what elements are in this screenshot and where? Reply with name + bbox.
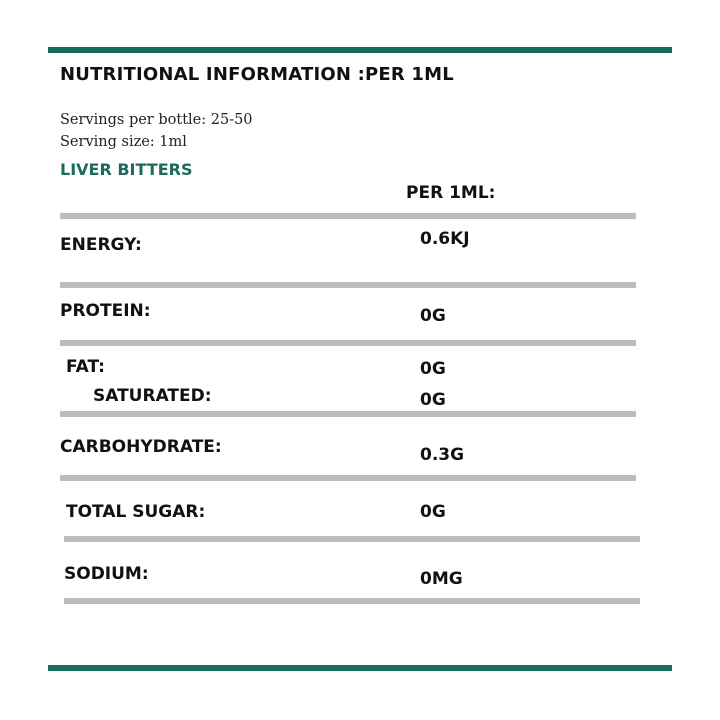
- column-header-per-1ml: PER 1ML:: [406, 183, 496, 203]
- top-accent-rule: [48, 47, 672, 53]
- protein-value: 0G: [420, 306, 446, 326]
- row-separator: [60, 411, 636, 417]
- row-separator: [64, 598, 640, 604]
- row-separator: [60, 475, 636, 481]
- energy-value: 0.6KJ: [420, 229, 470, 249]
- carbohydrate-label: CARBOHYDRATE:: [60, 437, 222, 457]
- row-separator: [64, 536, 640, 542]
- carbohydrate-value: 0.3G: [420, 445, 465, 465]
- total-sugar-value: 0G: [420, 502, 446, 522]
- saturated-label: SATURATED:: [93, 386, 212, 406]
- product-name: LIVER BITTERS: [60, 160, 193, 179]
- saturated-value: 0G: [420, 390, 446, 410]
- total-sugar-label: TOTAL SUGAR:: [66, 502, 206, 522]
- bottom-accent-rule: [48, 665, 672, 671]
- fat-value: 0G: [420, 359, 446, 379]
- fat-label: FAT:: [66, 357, 105, 377]
- row-separator: [60, 213, 636, 219]
- page-title: NUTRITIONAL INFORMATION :PER 1ML: [60, 64, 454, 85]
- sodium-label: SODIUM:: [64, 564, 149, 584]
- protein-label: PROTEIN:: [60, 301, 151, 321]
- serving-size: Serving size: 1ml: [60, 134, 187, 150]
- row-separator: [60, 282, 636, 288]
- row-separator: [60, 340, 636, 346]
- servings-per-bottle: Servings per bottle: 25-50: [60, 112, 253, 128]
- energy-label: ENERGY:: [60, 235, 142, 255]
- sodium-value: 0MG: [420, 569, 463, 589]
